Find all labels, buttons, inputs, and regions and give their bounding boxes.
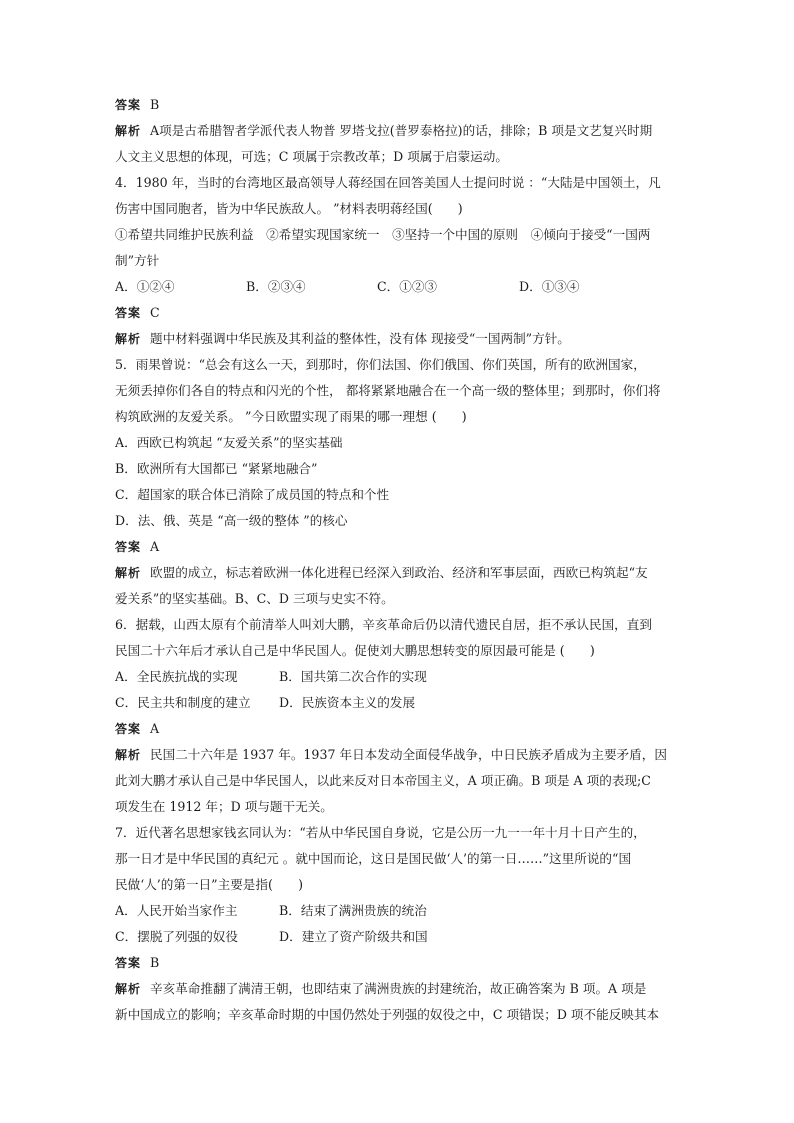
question-stem: 民做‘人’的第一日”主要是指( ) xyxy=(115,877,303,892)
answer-value: B xyxy=(150,97,160,112)
option-d: D．民族资本主义的发展 xyxy=(279,695,416,710)
answer-line xyxy=(115,97,681,113)
answer-label: 答案 xyxy=(115,98,142,112)
question-stem: 4．1980 年，当时的台湾地区最高领导人蒋经国在回答美国人士提问时说 ：“大陆是中国领土，凡 xyxy=(115,175,661,190)
analysis-label: 解析 xyxy=(115,332,142,346)
option-row xyxy=(115,929,681,945)
question-stem: 伤害中国同胞者，皆为中华民族敌人。 ”材料表明蒋经国( ) xyxy=(115,201,463,216)
answer-value: A xyxy=(150,539,160,554)
option-d: D．①③④ xyxy=(519,279,580,294)
option-c: C．摆脱了列强的奴役 xyxy=(115,929,238,944)
answer-value: B xyxy=(150,955,160,970)
answer-value: C xyxy=(150,305,160,320)
option-c: C．①②③ xyxy=(377,279,438,294)
option-b: B．②③④ xyxy=(246,279,306,294)
analysis-text: 人文主义思想的体现，可选；C 项属于宗教改革；D 项属于启蒙运动。 xyxy=(115,149,508,164)
answer-line xyxy=(115,305,681,321)
analysis-text: 辛亥革命推翻了满清王朝，也即结束了满洲贵族的封建统治，故正确答案为 B 项。A 项是 xyxy=(150,981,647,996)
option-b: B．结束了满洲贵族的统治 xyxy=(279,903,427,918)
answer-line xyxy=(115,955,681,971)
analysis-line xyxy=(115,123,681,139)
option-row xyxy=(115,903,681,919)
analysis-text: 民国二十六年是 1937 年。1937 年日本发动全面侵华战争，中日民族矛盾成为主要矛盾，因 xyxy=(150,747,667,762)
analysis-text: 项发生在 1912 年；D 项与题干无关。 xyxy=(115,799,333,814)
answer-label: 答案 xyxy=(115,306,142,320)
question-stem: ①希望共同维护民族利益 ②希望实现国家统一 ③坚持一个中国的原则 ④倾向于接受“一国两 xyxy=(115,227,651,242)
option-row xyxy=(115,279,681,295)
option-a: A．人民开始当家作主 xyxy=(115,903,238,918)
analysis-text: 此刘大鹏才承认自己是中华民国人，以此来反对日本帝国主义，A 项正确。B 项是 A 项的表现;C xyxy=(115,773,651,788)
option-b: B．国共第二次合作的实现 xyxy=(279,669,427,684)
option-row xyxy=(115,669,681,685)
analysis-line xyxy=(115,981,681,997)
option-row xyxy=(115,695,681,711)
analysis-line xyxy=(115,331,681,347)
analysis-text: 爱关系”的坚实基础。B、C、D 三项与史实不符。 xyxy=(115,591,394,606)
question-stem: 6．据载，山西太原有个前清举人叫刘大鹏，辛亥革命后仍以清代遗民自居，拒不承认民国，直到 xyxy=(115,617,652,632)
analysis-text: A项是古希腊智者学派代表人物普 罗塔戈拉(普罗泰格拉)的话，排除；B 项是文艺复兴时期 xyxy=(150,123,653,138)
answer-value: A xyxy=(150,721,160,736)
analysis-line xyxy=(115,565,681,581)
answer-label: 答案 xyxy=(115,956,142,970)
question-stem: 民国二十六年后才承认自己是中华民国人。促使刘大鹏思想转变的原因最可能是 ( ) xyxy=(115,643,595,658)
option-d: D．法、俄、英是 “高一级的整体 ”的核心 xyxy=(115,513,348,528)
answer-label: 答案 xyxy=(115,722,142,736)
analysis-line xyxy=(115,747,681,763)
analysis-label: 解析 xyxy=(115,124,142,138)
option-a: A．全民族抗战的实现 xyxy=(115,669,238,684)
analysis-label: 解析 xyxy=(115,982,142,996)
option-a: A．西欧已构筑起 “友爱关系”的坚实基础 xyxy=(115,435,343,450)
option-a: A．①②④ xyxy=(115,279,175,294)
question-stem: 制”方针 xyxy=(115,253,160,268)
analysis-label: 解析 xyxy=(115,748,142,762)
question-stem: 7．近代著名思想家钱玄同认为：“若从中华民国自身说，它是公历一九一一年十月十日产生的， xyxy=(115,825,646,840)
analysis-text: 题中材料强调中华民族及其利益的整体性，没有体 现接受“一国两制”方针。 xyxy=(150,331,570,346)
question-stem: 构筑欧洲的友爱关系。 ”今日欧盟实现了雨果的哪一理想 ( ) xyxy=(115,409,467,424)
option-b: B．欧洲所有大国都已 “紧紧地融合” xyxy=(115,461,318,476)
analysis-text: 新中国成立的影响；辛亥革命时期的中国仍然处于列强的奴役之中，C 项错误；D 项不能反映其本 xyxy=(115,1007,660,1022)
option-c: C．超国家的联合体已消除了成员国的特点和个性 xyxy=(115,487,390,502)
answer-label: 答案 xyxy=(115,540,142,554)
analysis-label: 解析 xyxy=(115,566,142,580)
question-stem: 无须丢掉你们各自的特点和闪光的个性， 都将紧紧地融合在一个高一级的整体里；到那时，你们将 xyxy=(115,383,661,398)
question-stem: 5．雨果曾说：“总会有这么一天，到那时，你们法国、你们俄国、你们英国，所有的欧洲国家， xyxy=(115,357,646,372)
analysis-text: 欧盟的成立，标志着欧洲一体化进程已经深入到政治、经济和军事层面，西欧已构筑起“友 xyxy=(150,565,648,580)
answer-line xyxy=(115,721,681,737)
option-c: C．民主共和制度的建立 xyxy=(115,695,251,710)
answer-line xyxy=(115,539,681,555)
option-d: D．建立了资产阶级共和国 xyxy=(279,929,428,944)
question-stem: 那一日才是中华民国的真纪元 。就中国而论，这日是国民做‘人’的第一日……”这里所说的“国 xyxy=(115,851,632,866)
